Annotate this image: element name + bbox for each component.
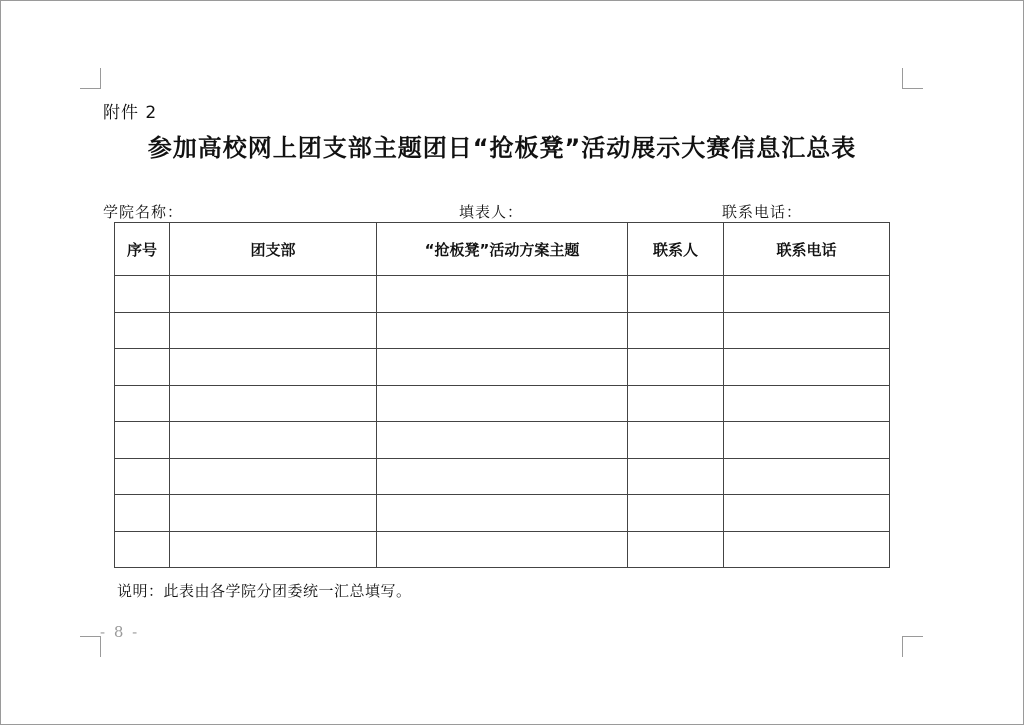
document-title: 参加高校网上团支部主题团日“抢板凳”活动展示大赛信息汇总表 [147, 134, 857, 162]
college-name-label: 学院名称： [103, 203, 184, 221]
table-cell [115, 458, 170, 495]
header-contact-person: 联系人 [628, 223, 724, 276]
header-activity-theme: “抢板凳”活动方案主题 [377, 223, 628, 276]
table-cell [170, 422, 377, 459]
table-cell [724, 312, 890, 349]
crop-mark-top-left [80, 68, 101, 89]
table-cell [170, 458, 377, 495]
header-league-branch: 团支部 [170, 223, 377, 276]
table-cell [628, 531, 724, 568]
contact-phone-label: 联系电话： [722, 203, 803, 221]
table-cell [170, 531, 377, 568]
table-cell [115, 531, 170, 568]
table-row [115, 276, 890, 313]
table-cell [724, 349, 890, 386]
header-serial-number: 序号 [115, 223, 170, 276]
table-cell [628, 422, 724, 459]
table-cell [115, 422, 170, 459]
table-cell [628, 495, 724, 532]
table-cell [628, 312, 724, 349]
table-row [115, 349, 890, 386]
table-header-row [115, 223, 890, 276]
table-cell [115, 495, 170, 532]
table-cell [377, 458, 628, 495]
table-row [115, 312, 890, 349]
table-cell [115, 349, 170, 386]
table-body [115, 276, 890, 568]
table-cell [724, 495, 890, 532]
table-cell [115, 385, 170, 422]
crop-mark-top-right [902, 68, 923, 89]
table-cell [628, 458, 724, 495]
table-row [115, 458, 890, 495]
table-row [115, 422, 890, 459]
table-cell [377, 495, 628, 532]
table-cell [724, 531, 890, 568]
table-cell [115, 312, 170, 349]
table-cell [628, 349, 724, 386]
table-cell [170, 276, 377, 313]
table-cell [724, 385, 890, 422]
footnote: 说明：此表由各学院分团委统一汇总填写。 [117, 582, 412, 600]
table-cell [377, 385, 628, 422]
table-row [115, 495, 890, 532]
table-cell [377, 349, 628, 386]
summary-table [114, 222, 890, 568]
table-cell [170, 312, 377, 349]
table-cell [170, 349, 377, 386]
table-cell [377, 422, 628, 459]
table-cell [377, 312, 628, 349]
crop-mark-bottom-left [80, 636, 101, 657]
table-cell [628, 276, 724, 313]
table-cell [724, 422, 890, 459]
table-row [115, 385, 890, 422]
crop-mark-bottom-right [902, 636, 923, 657]
table-row [115, 531, 890, 568]
table-cell [724, 458, 890, 495]
table-cell [377, 276, 628, 313]
header-contact-phone: 联系电话 [724, 223, 890, 276]
table-cell [724, 276, 890, 313]
table-cell [170, 495, 377, 532]
table-cell [377, 531, 628, 568]
table-cell [115, 276, 170, 313]
attachment-label: 附件 2 [103, 103, 158, 123]
form-filler-label: 填表人： [459, 203, 524, 221]
page-number: - 8 - [100, 623, 140, 641]
table-cell [628, 385, 724, 422]
table-cell [170, 385, 377, 422]
